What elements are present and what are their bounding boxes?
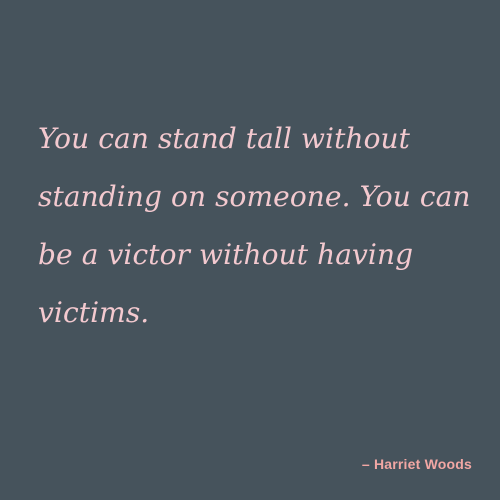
quote-line-3: be a victor without having [38,238,414,271]
quote-line-1: You can stand tall without [38,122,411,155]
quote-line-2: standing on someone. You can [38,180,471,213]
quote-line-4: victims. [38,296,150,329]
quote-text [38,110,478,342]
quote-author: – Harriet Woods [361,456,472,472]
